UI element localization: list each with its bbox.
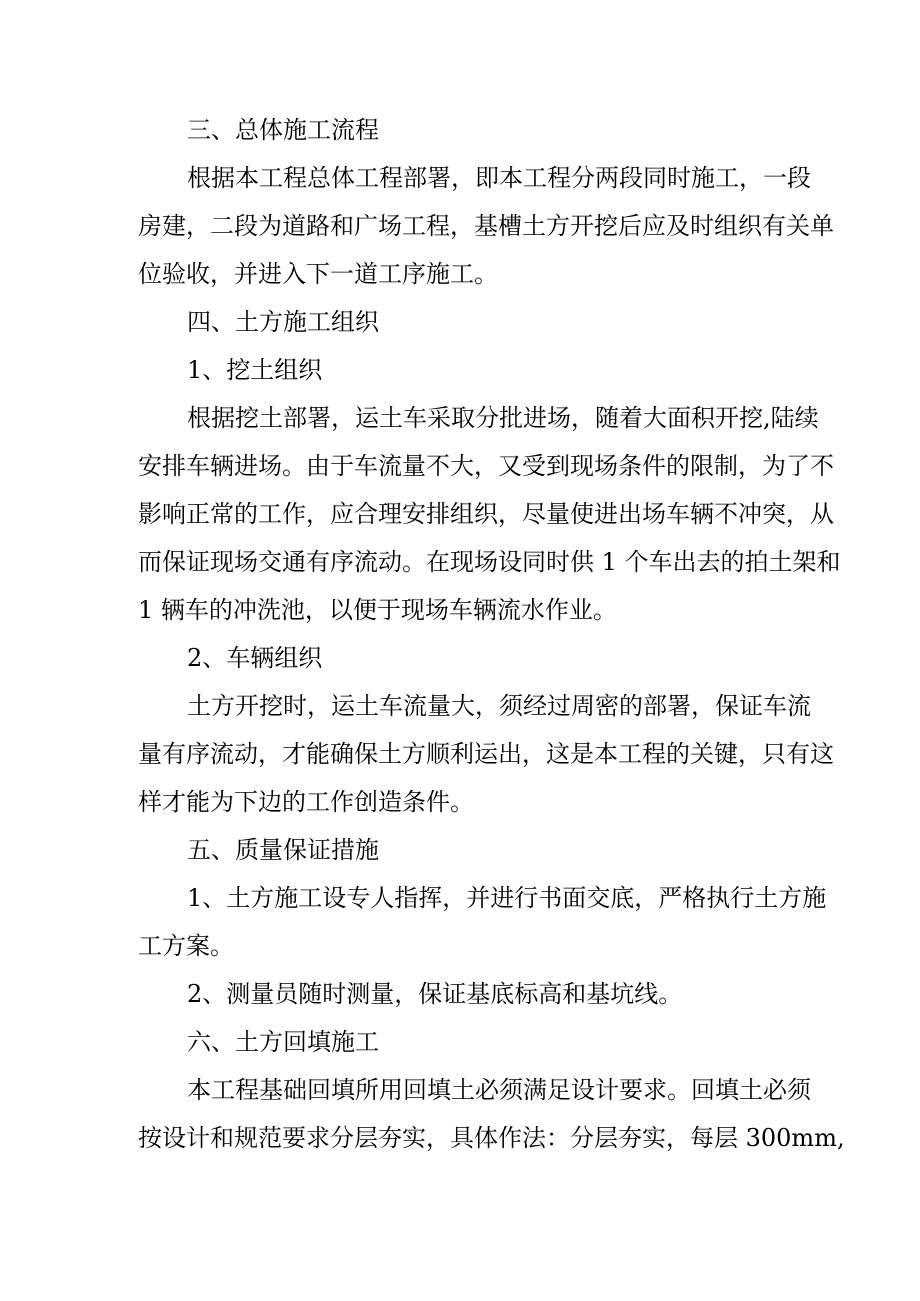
paragraph-line: 房建，二段为道路和广场工程，基槽土方开挖后应及时组织有关单 xyxy=(138,212,834,240)
paragraph-line: 量有序流动，才能确保土方顺利运出，这是本工程的关键，只有这 xyxy=(138,740,834,768)
paragraph-line: 本工程基础回填所用回填土必须满足设计要求。回填土必须 xyxy=(187,1076,811,1104)
paragraph-line: 工方案。 xyxy=(138,932,234,960)
paragraph-line: 安排车辆进场。由于车流量不大，又受到现场条件的限制，为了不 xyxy=(138,452,834,480)
paragraph-line: 根据本工程总体工程部署，即本工程分两段同时施工，一段 xyxy=(187,164,811,192)
paragraph-line: 影响正常的工作，应合理安排组织，尽量使进出场车辆不冲突，从 xyxy=(138,500,834,528)
section-heading-earthwork-organization: 四、土方施工组织 xyxy=(187,308,379,336)
section-heading-quality-measures: 五、质量保证措施 xyxy=(187,836,379,864)
paragraph-line: 根据挖土部署，运土车采取分批进场，随着大面积开挖,陆续 xyxy=(187,404,819,432)
section-heading-overall-process: 三、总体施工流程 xyxy=(187,116,379,144)
paragraph-line: 1、土方施工设专人指挥，并进行书面交底，严格执行土方施 xyxy=(187,884,827,912)
paragraph-line: 样才能为下边的工作创造条件。 xyxy=(138,788,474,816)
subheading-excavation-organization: 1、挖土组织 xyxy=(187,356,323,384)
paragraph-line: 按设计和规范要求分层夯实，具体作法：分层夯实，每层 300mm, xyxy=(138,1124,845,1152)
paragraph-line: 1 辆车的冲洗池，以便于现场车辆流水作业。 xyxy=(138,596,617,624)
section-heading-backfill-construction: 六、土方回填施工 xyxy=(187,1028,379,1056)
paragraph-line: 2、测量员随时测量，保证基底标高和基坑线。 xyxy=(187,980,683,1008)
paragraph-line: 而保证现场交通有序流动。在现场设同时供 1 个车出去的拍土架和 xyxy=(138,548,841,576)
subheading-vehicle-organization: 2、车辆组织 xyxy=(187,644,323,672)
paragraph-line: 位验收，并进入下一道工序施工。 xyxy=(138,260,498,288)
paragraph-line: 土方开挖时，运土车流量大，须经过周密的部署，保证车流 xyxy=(187,692,811,720)
